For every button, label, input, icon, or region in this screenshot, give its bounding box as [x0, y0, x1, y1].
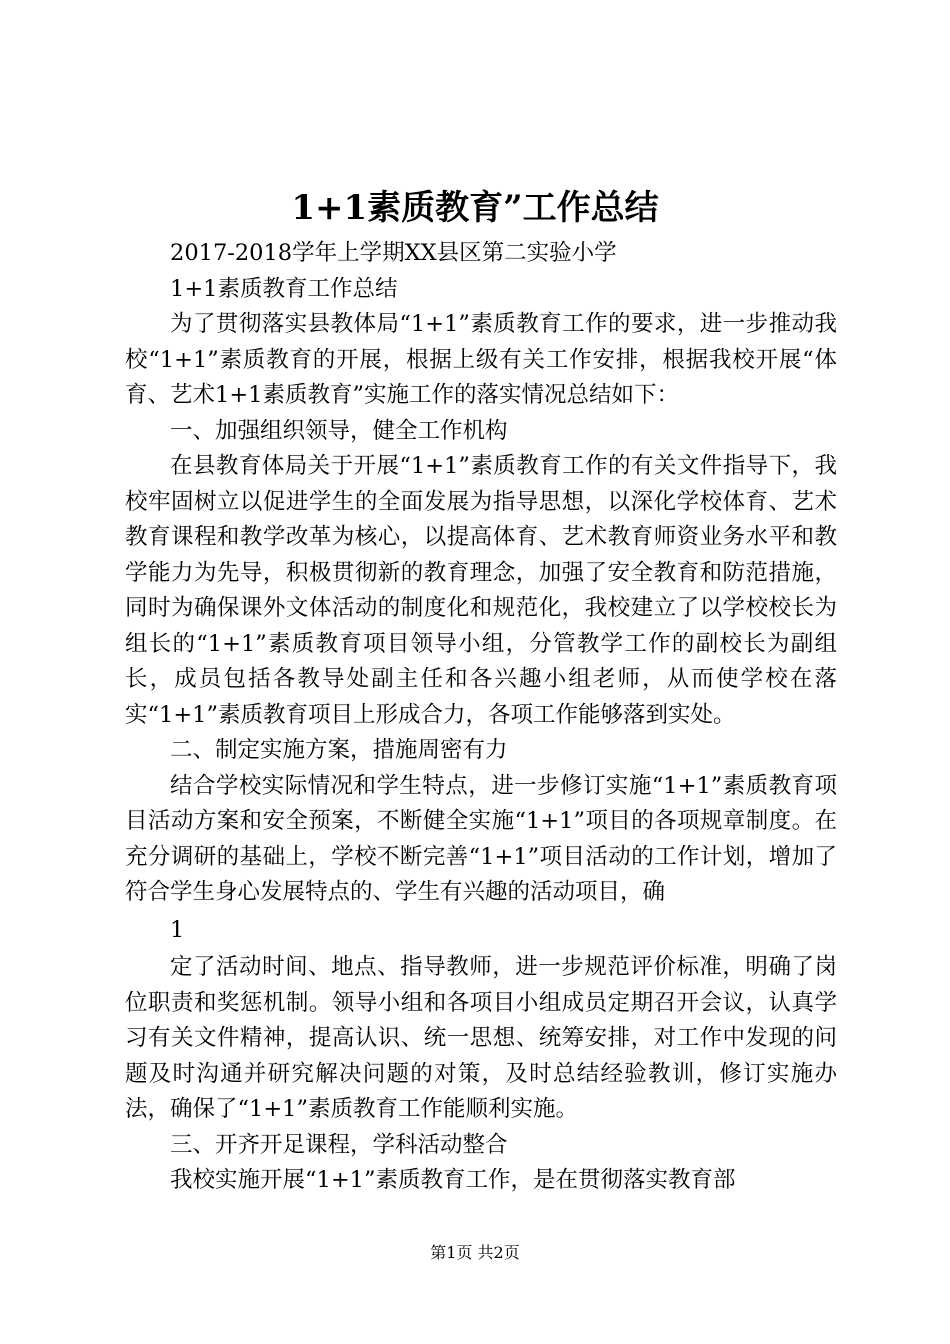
subtitle-school-term: 2017-2018学年上学期XX县区第二实验小学 — [170, 240, 617, 266]
inline-page-number: 1 — [170, 916, 185, 943]
section-1-paragraph: 在县教育体局关于开展“1+1”素质教育工作的有关文件指导下，我校牢固树立以促进学生的全面发展为指导思想，以深化学校体育、艺术教育课程和教学改革为核心，以提高体育、艺术教育师资业务水平和教学能力为先导，积极贯彻新的教育理念，加强了安全教育和防范措施，同时为确保课外文体活动的制度化和规范化，我校建立了以学校校长为组长的“1+1”素质教育项目领导小组，分管教学工作的副校长为副组长，成员包括各教导处副主任和各兴趣小组老师，从而使学校在落实“1+1”素质教育项目上形成合力，各项工作能够落到实处。 — [125, 453, 837, 728]
section-heading-3: 三、开齐开足课程，学科活动整合 — [170, 1131, 508, 1158]
page-footer: 第1页 共2页 — [430, 1243, 520, 1262]
subtitle-summary: 1+1素质教育工作总结 — [170, 275, 398, 302]
section-3-paragraph: 我校实施开展“1+1”素质教育工作，是在贯彻落实教育部 — [170, 1167, 736, 1193]
document-body — [125, 236, 837, 1199]
section-heading-1: 一、加强组织领导，健全工作机构 — [170, 417, 508, 444]
section-heading-2: 二、制定实施方案，措施周密有力 — [170, 737, 508, 763]
intro-paragraph: 为了贯彻落实县教体局“1+1”素质教育工作的要求，进一步推动我校“1+1”素质教育的开展，根据上级有关工作安排，根据我校开展“体育、艺术1+1素质教育”实施工作的落实情况总结如下： — [125, 311, 837, 408]
section-2-paragraph: 结合学校实际情况和学生特点，进一步修订实施“1+1”素质教育项目活动方案和安全预案，不断健全实施“1+1”项目的各项规章制度。在充分调研的基础上，学校不断完善“1+1”项目活动的工作计划，增加了符合学生身心发展特点的、学生有兴趣的活动项目，确 — [125, 772, 837, 905]
document-title: 1+1素质教育”工作总结 — [291, 188, 659, 228]
section-2-continued-paragraph: 定了活动时间、地点、指导教师，进一步规范评价标准，明确了岗位职责和奖惩机制。领导小组和各项目小组成员定期召开会议，认真学习有关文件精神，提高认识、统一思想、统筹安排，对工作中发现的问题及时沟通并研究解决问题的对策，及时总结经验教训，修订实施办法，确保了“1+1”素质教育工作能顺利实施。 — [125, 954, 837, 1122]
